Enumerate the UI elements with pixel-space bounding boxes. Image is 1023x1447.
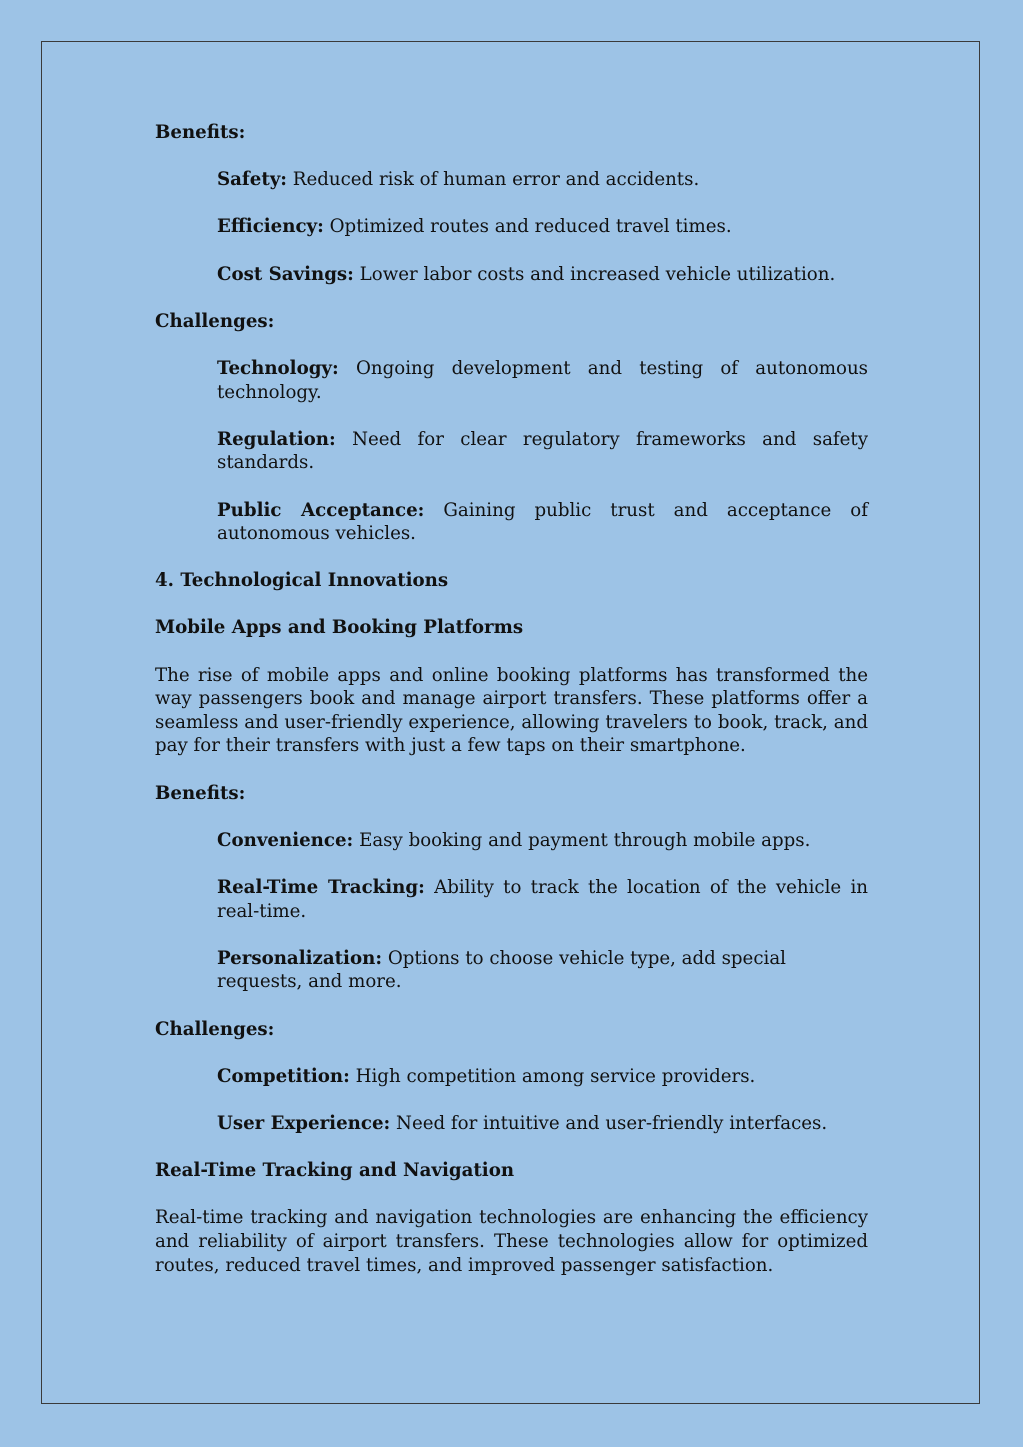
list-item <box>217 168 868 192</box>
list-item <box>217 829 868 853</box>
item-term: Personalization: <box>217 947 383 969</box>
paragraph: Real-time tracking and navigation technologies are enhancing the efficiency and reliability of airport transfers. These technologies allow for optimized routes, reduced travel times, and improved passenger satisfaction. <box>155 1207 868 1276</box>
item-term: Competition: <box>217 1065 350 1087</box>
list-item <box>217 947 868 994</box>
document-body <box>155 121 868 1301</box>
subsection-title: Mobile Apps and Booking Platforms <box>155 617 524 639</box>
benefits-heading: Benefits: <box>155 782 246 804</box>
item-text: Gaining public trust and acceptance of autonomous vehicles. <box>217 499 868 545</box>
list-item <box>217 1112 868 1136</box>
item-term: Technology: <box>217 357 339 379</box>
item-term: Safety: <box>217 169 287 191</box>
list-item <box>217 499 868 546</box>
item-term: Regulation: <box>217 428 336 450</box>
challenges-heading: Challenges: <box>155 1018 275 1040</box>
paragraph: The rise of mobile apps and online booking platforms has transformed the way passengers book and manage airport transfers. These platforms offer a seamless and user-friendly experience, allowing travelers to book, track, and pay for their transfers with just a few taps on their smartphone. <box>155 664 868 757</box>
subsection-title: Real-Time Tracking and Navigation <box>155 1160 515 1182</box>
list-item <box>217 876 868 923</box>
item-text: Reduced risk of human error and accidents. <box>292 169 700 191</box>
item-text: Need for clear regulatory frameworks and safety standards. <box>217 428 868 474</box>
item-text: Lower labor costs and increased vehicle utilization. <box>359 263 836 285</box>
item-term: Public Acceptance: <box>217 499 425 521</box>
item-term: Efficiency: <box>217 216 324 238</box>
item-text: High competition among service providers. <box>355 1065 756 1087</box>
item-term: Cost Savings: <box>217 263 354 285</box>
item-text: Need for intuitive and user-friendly interfaces. <box>396 1112 828 1134</box>
item-text: Easy booking and payment through mobile apps. <box>359 829 811 851</box>
section-title: 4. Technological Innovations <box>155 570 449 592</box>
item-term: Real-Time Tracking: <box>217 877 425 898</box>
item-term: Convenience: <box>217 829 354 851</box>
list-item <box>217 428 868 475</box>
item-text: Options to choose vehicle type, add special requests, and more. <box>217 947 786 993</box>
item-text: Optimized routes and reduced travel times. <box>329 216 732 238</box>
list-item <box>217 357 868 404</box>
list-item <box>217 263 868 287</box>
item-text: Ongoing development and testing of autonomous technology. <box>217 357 868 403</box>
list-item <box>217 1065 868 1089</box>
challenges-heading: Challenges: <box>155 310 275 332</box>
item-term: User Experience: <box>217 1112 391 1134</box>
benefits-heading: Benefits: <box>155 122 246 143</box>
list-item <box>217 215 868 239</box>
item-text: Ability to track the location of the vehicle in real-time. <box>217 877 868 922</box>
